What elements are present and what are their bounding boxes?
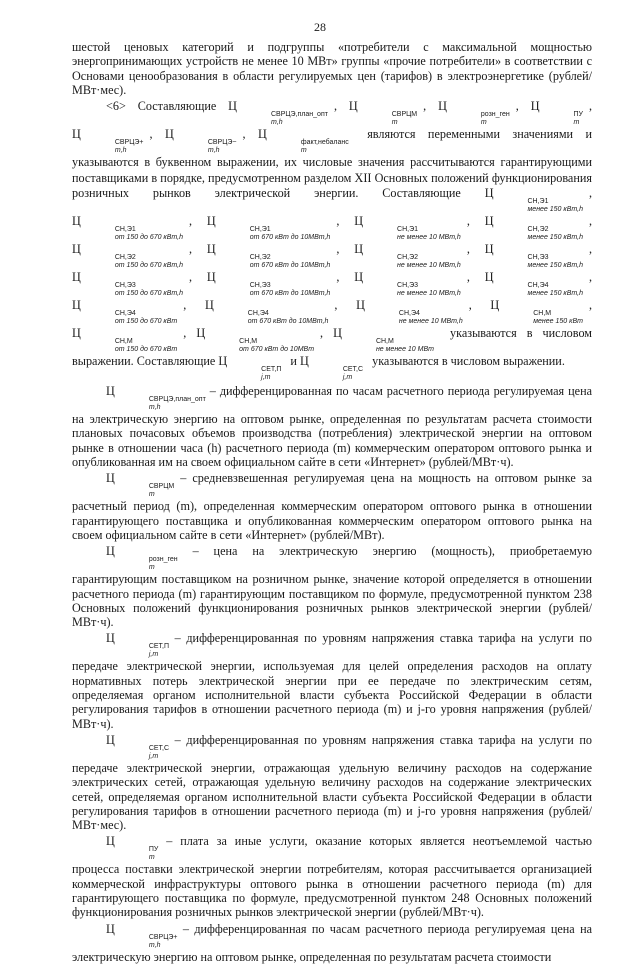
symbol-price-fakt-nebalans: Ц факт,небаланс m [258, 127, 349, 155]
definition-symbol: Ц СВРЦЭ,план_опт m,h [106, 384, 206, 412]
document-body [72, 40, 592, 964]
tariff-symbol: Ц СН,Э4 менее 150 кВт,h [484, 270, 583, 298]
tariff-symbol: Ц СН,Э4 от 150 до 670 кВт [72, 298, 178, 326]
definition-symbol: Ц СВРЦЭ+ m,h [106, 921, 178, 949]
symbol-price-rozn-gen: Ц розн_ген m [438, 99, 510, 127]
tariff-symbol: Ц СН,Э2 от 150 до 670 кВт,h [72, 242, 184, 270]
note-text-1: являются переменными значениями и указываются в буквенном выражении, их числовые значения рассчитываются гарантирующими поставщиками в порядке, предусмотренном разделом XII Основных положений функционирования розничных рынков электрической энергии. Составляющие [72, 127, 593, 201]
symbol-price-svrce-plus: Ц СВРЦЭ+ m,h [72, 127, 144, 155]
paragraph-note-6: <6> Составляющие Ц СВРЦЭ,план_опт m,h , Ц СВРЦМ m , Ц розн_ген m , Ц ПУ m , Ц СВРЦЭ+ m,h , Ц СВРЦЭ− m,h , Ц факт,небаланс m являются переменными значениями и указываются в буквенном выражении, их числовые значения рассчитываются гарантирующими поставщиками в порядке, предусмотренном разделом XII Основных положений функционирования розничных рынков электрической энергии. Составляющие Ц СН,Э1 менее 150 кВт,h , Ц СН,Э1 от 150 до 670 кВт,h , Ц СН,Э1 от 670 кВт до 10МВт,h , Ц СН,Э1 не менее 10 МВт,h , Ц СН,Э2 менее 150 кВт,h , Ц СН,Э2 от 150 до 670 кВт,h , Ц СН,Э2 от 670 кВт до 10МВт,h , Ц СН,Э2 не менее 10 МВт,h , Ц СН,Э3 менее 150 кВт,h , Ц СН,Э3 от 150 до 670 кВт,h , Ц СН,Э3 от 670 кВт до 10МВт,h , Ц СН,Э3 не менее 10 МВт,h , Ц СН,Э4 менее 150 кВт,h , Ц СН,Э4 от 150 до 670 кВт , Ц СН,Э4 от 670 кВт до 10МВт,h , Ц СН,Э4 не менее 10 МВт,h , Ц СН,М менее 150 кВт , Ц СН,М от 150 до 670 кВт , Ц СН,М от 670 кВт до 10МВт , Ц СН,М не менее 10 МВт указываются в числовом выражении. Составляющие Ц СЕТ,П j,m и Ц СЕТ,С j,m указываются в числовом выражении. [72, 99, 593, 382]
definition-text: – плата за иные услуги, оказание которых является неотъемлемой частью процесса поставки электрической энергии потребителям, которая рассчитывается организацией коммерческой инфраструктуры оптового рынка в отношении расчетного периода (m) для гарантирующего поставщика по формуле, предусмотренной пунктом 248 Основных положений функционирования розничных рынков электрической энергии (рублей/МВт·ч). [72, 834, 593, 920]
tariff-symbol: Ц СН,Э3 от 150 до 670 кВт,h [72, 270, 184, 298]
tariff-symbol: Ц СН,Э4 не менее 10 МВт,h [356, 298, 463, 326]
definition-text: – средневзвешенная регулируемая цена на мощность на оптовом рынке за расчетный период (m), определенная коммерческим оператором оптового рынка в отношении гарантирующего поставщика и опубликованная коммерческим оператором оптового рынка на своем официальном сайте в сети «Интернет» (рублей/МВт). [72, 471, 592, 542]
definition-text: – дифференцированная по уровням напряжения ставка тарифа на услуги по передаче электрической энергии, используемая для целей определения расходов на оплату нормативных потерь электрической энергии при ее передаче по электрическим сетям, определяемая органом исполнительной власти субъекта Российской Федерации в области регулирования тарифов в отношении расчетного периода (m) и j-го уровня напряжения (рублей/МВт·ч). [72, 631, 593, 731]
definition-svrce-plus [72, 920, 592, 964]
tariff-symbol: Ц СН,М от 150 до 670 кВт [72, 326, 178, 354]
definition-svrcm [72, 469, 592, 542]
definition-symbol: Ц СЕТ,С j,m [106, 732, 170, 760]
page-number: 28 [314, 20, 326, 34]
tariff-symbol: Ц СН,М от 670 кВт до 10МВт [196, 326, 315, 354]
note-text-3: указываются в числовом выражении. [372, 354, 565, 369]
tariff-symbol: Ц СН,Э4 от 670 кВт до 10МВт,h [204, 298, 329, 326]
definition-symbol: Ц СВРЦМ m [106, 471, 175, 499]
definition-pu [72, 832, 592, 919]
paragraph-intro-continuation: шестой ценовых категорий и подгруппы «потребители с максимальной мощностью энергопринимающих устройств не менее 10 МВт» группы «прочие потребители» в соответствии с Основами ценообразования в области регулируемых цен (тарифов) в электроэнергетике (рублей/МВт·мес). [72, 40, 592, 97]
tariff-symbol-group: Ц СН,Э1 менее 150 кВт,h , Ц СН,Э1 от 150 до 670 кВт,h , Ц СН,Э1 от 670 кВт до 10МВт,h , Ц СН,Э1 не менее 10 МВт,h , Ц СН,Э2 менее 150 кВт,h , Ц СН,Э2 от 150 до 670 кВт,h , Ц СН,Э2 от 670 кВт до 10МВт,h , Ц СН,Э2 не менее 10 МВт,h , Ц СН,Э3 менее 150 кВт,h , Ц СН,Э3 от 150 до 670 кВт,h , Ц СН,Э3 от 670 кВт до 10МВт,h , Ц СН,Э3 не менее 10 МВт,h , Ц СН,Э4 менее 150 кВт,h , Ц СН,Э4 от 150 до 670 кВт , Ц СН,Э4 от 670 кВт до 10МВт,h , Ц СН,Э4 не менее 10 МВт,h , Ц СН,М менее 150 кВт , Ц СН,М от 150 до 670 кВт , Ц СН,М от 670 кВт до 10МВт , Ц СН,М не менее 10 МВт [72, 186, 593, 354]
tariff-symbol: Ц СН,Э2 менее 150 кВт,h [484, 214, 583, 242]
note-and: и [290, 354, 297, 369]
definition-symbol: Ц ПУ m [106, 834, 159, 862]
symbol-price-svrcm: Ц СВРЦМ m [348, 99, 418, 127]
definition-rozn-gen [72, 542, 592, 629]
definition-text: – дифференцированная по часам расчетного периода регулируемая цена на электрическую энергию на оптовом рынке, определенная по результатам расчета стоимости плановых почасовых объемов производства (потребления) электрической энергии на оптовом рынке в отношении часа (h) расчетного периода (m) коммерческим оператором оптового рынка и опубликованная им на своем официальном сайте в сети «Интернет» (рублей/МВт·ч). [72, 384, 593, 470]
note-text-2: указываются в числовом выражении. Составляющие [72, 326, 593, 369]
definition-text: – дифференцированная по уровням напряжения ставка тарифа на услуги по передаче электрической энергии, отражающая удельную величину расходов на содержание электрических сетей, отражающая удельную величину расходов на содержание электрических сетей, определяемая органом исполнительной власти субъекта Российской Федерации в области регулирования тарифов в отношении расчетного периода (m) и j-го уровня напряжения (рублей/МВт·мес). [72, 732, 593, 833]
definition-symbol: Ц розн_ген m [106, 544, 178, 572]
tariff-symbol: Ц СН,Э1 не менее 10 МВт,h [354, 214, 461, 242]
tariff-symbol: Ц СН,Э2 от 670 кВт до 10МВт,h [206, 242, 331, 270]
definition-set-p [72, 629, 592, 730]
tariff-symbol: Ц СН,Э1 от 670 кВт до 10МВт,h [206, 214, 331, 242]
symbol-tariff-set-p: Ц СЕТ,П j,m [218, 354, 282, 382]
tariff-symbol: Ц СН,Э3 от 670 кВт до 10МВт,h [206, 270, 331, 298]
definition-text: – цена на электрическую энергию (мощность), приобретаемую гарантирующим поставщиком на розничном рынке, значение которой определяется в отношении расчетного периода (m) гарантирующим поставщиком по формуле, предусмотренной пунктом 238 Основных положений функционирования розничных рынков электрической энергии (рублей/МВт·ч). [72, 544, 592, 630]
tariff-symbol: Ц СН,Э1 менее 150 кВт,h [484, 186, 583, 214]
note-lead: <6> Составляющие [106, 99, 217, 114]
tariff-symbol: Ц СН,Э3 менее 150 кВт,h [484, 242, 583, 270]
tariff-symbol: Ц СН,Э1 от 150 до 670 кВт,h [72, 214, 184, 242]
tariff-symbol: Ц СН,М менее 150 кВт [490, 298, 583, 326]
symbol-price-svrce-plan: Ц СВРЦЭ,план_опт m,h [228, 99, 328, 127]
definition-text: – дифференцированная по часам расчетного периода регулируемая цена на электрическую энергию на оптовом рынке, определенная по результатам расчета стоимости [72, 921, 592, 964]
definition-set-s [72, 731, 592, 832]
definition-svrce-plan [72, 382, 592, 469]
tariff-symbol: Ц СН,Э3 не менее 10 МВт,h [354, 270, 461, 298]
tariff-symbol: Ц СН,Э2 не менее 10 МВт,h [354, 242, 461, 270]
definition-symbol: Ц СЕТ,П j,m [106, 631, 170, 659]
symbol-tariff-set-s: Ц СЕТ,С j,m [300, 354, 364, 382]
symbol-price-pu: Ц ПУ m [530, 99, 583, 127]
symbol-price-svrce-minus: Ц СВРЦЭ− m,h [165, 127, 237, 155]
tariff-symbol: Ц СН,М не менее 10 МВт [333, 326, 434, 354]
